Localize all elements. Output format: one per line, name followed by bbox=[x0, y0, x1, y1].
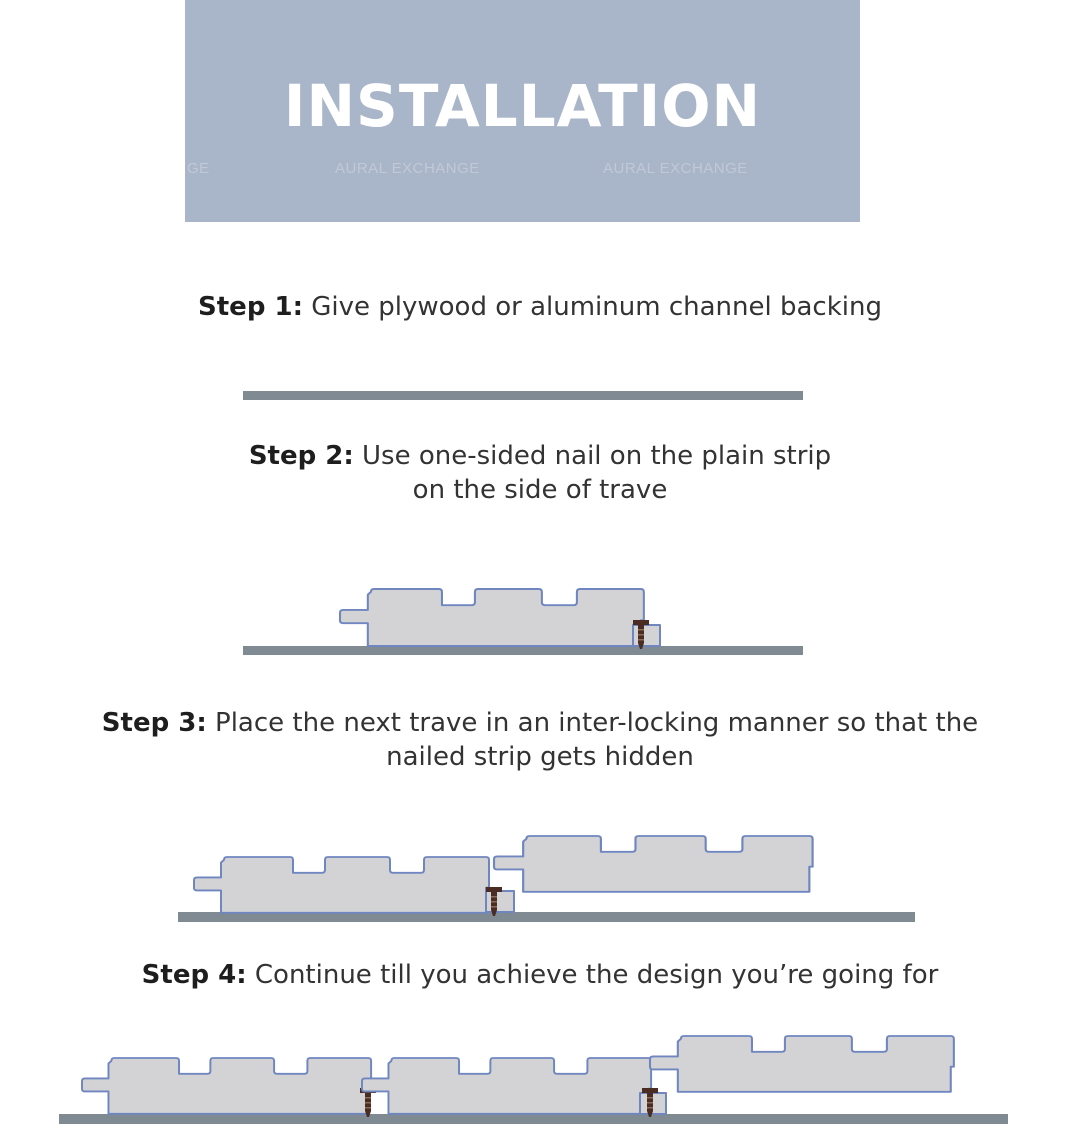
trave-panel bbox=[194, 857, 489, 913]
step-1-text: Give plywood or aluminum channel backing bbox=[311, 292, 882, 322]
watermark-text: AURAL EXCHANGE bbox=[335, 160, 480, 177]
step-1-label: Step 1: bbox=[198, 292, 303, 322]
trave-nailing-strip bbox=[633, 625, 660, 646]
step-3-text-line-2: nailed strip gets hidden bbox=[386, 742, 694, 772]
page-title: INSTALLATION bbox=[283, 72, 762, 140]
watermark-text: AURAL EXCHANGE bbox=[603, 160, 748, 177]
trave-nailing-strip bbox=[486, 891, 514, 912]
trave-panel bbox=[650, 1036, 954, 1092]
trave-panel bbox=[494, 836, 813, 892]
backing-strip bbox=[59, 1114, 1008, 1124]
step-3-text-line-1: Place the next trave in an inter-locking manner so that the bbox=[215, 708, 979, 738]
trave-panel bbox=[362, 1058, 651, 1114]
step-4-text: Continue till you achieve the design you’re going for bbox=[254, 960, 939, 990]
step-2-text-line-1: Use one-sided nail on the plain strip bbox=[362, 441, 832, 471]
trave-panel bbox=[340, 589, 644, 646]
step-2-label: Step 2: bbox=[248, 441, 354, 471]
step-4-label: Step 4: bbox=[141, 960, 247, 990]
backing-strip bbox=[243, 391, 803, 400]
trave-panel bbox=[82, 1058, 371, 1114]
step-2-text-line-2: on the side of trave bbox=[412, 475, 668, 505]
step-3-label: Step 3: bbox=[101, 708, 207, 738]
backing-strip bbox=[243, 646, 803, 655]
watermark-text: GE bbox=[187, 160, 210, 177]
